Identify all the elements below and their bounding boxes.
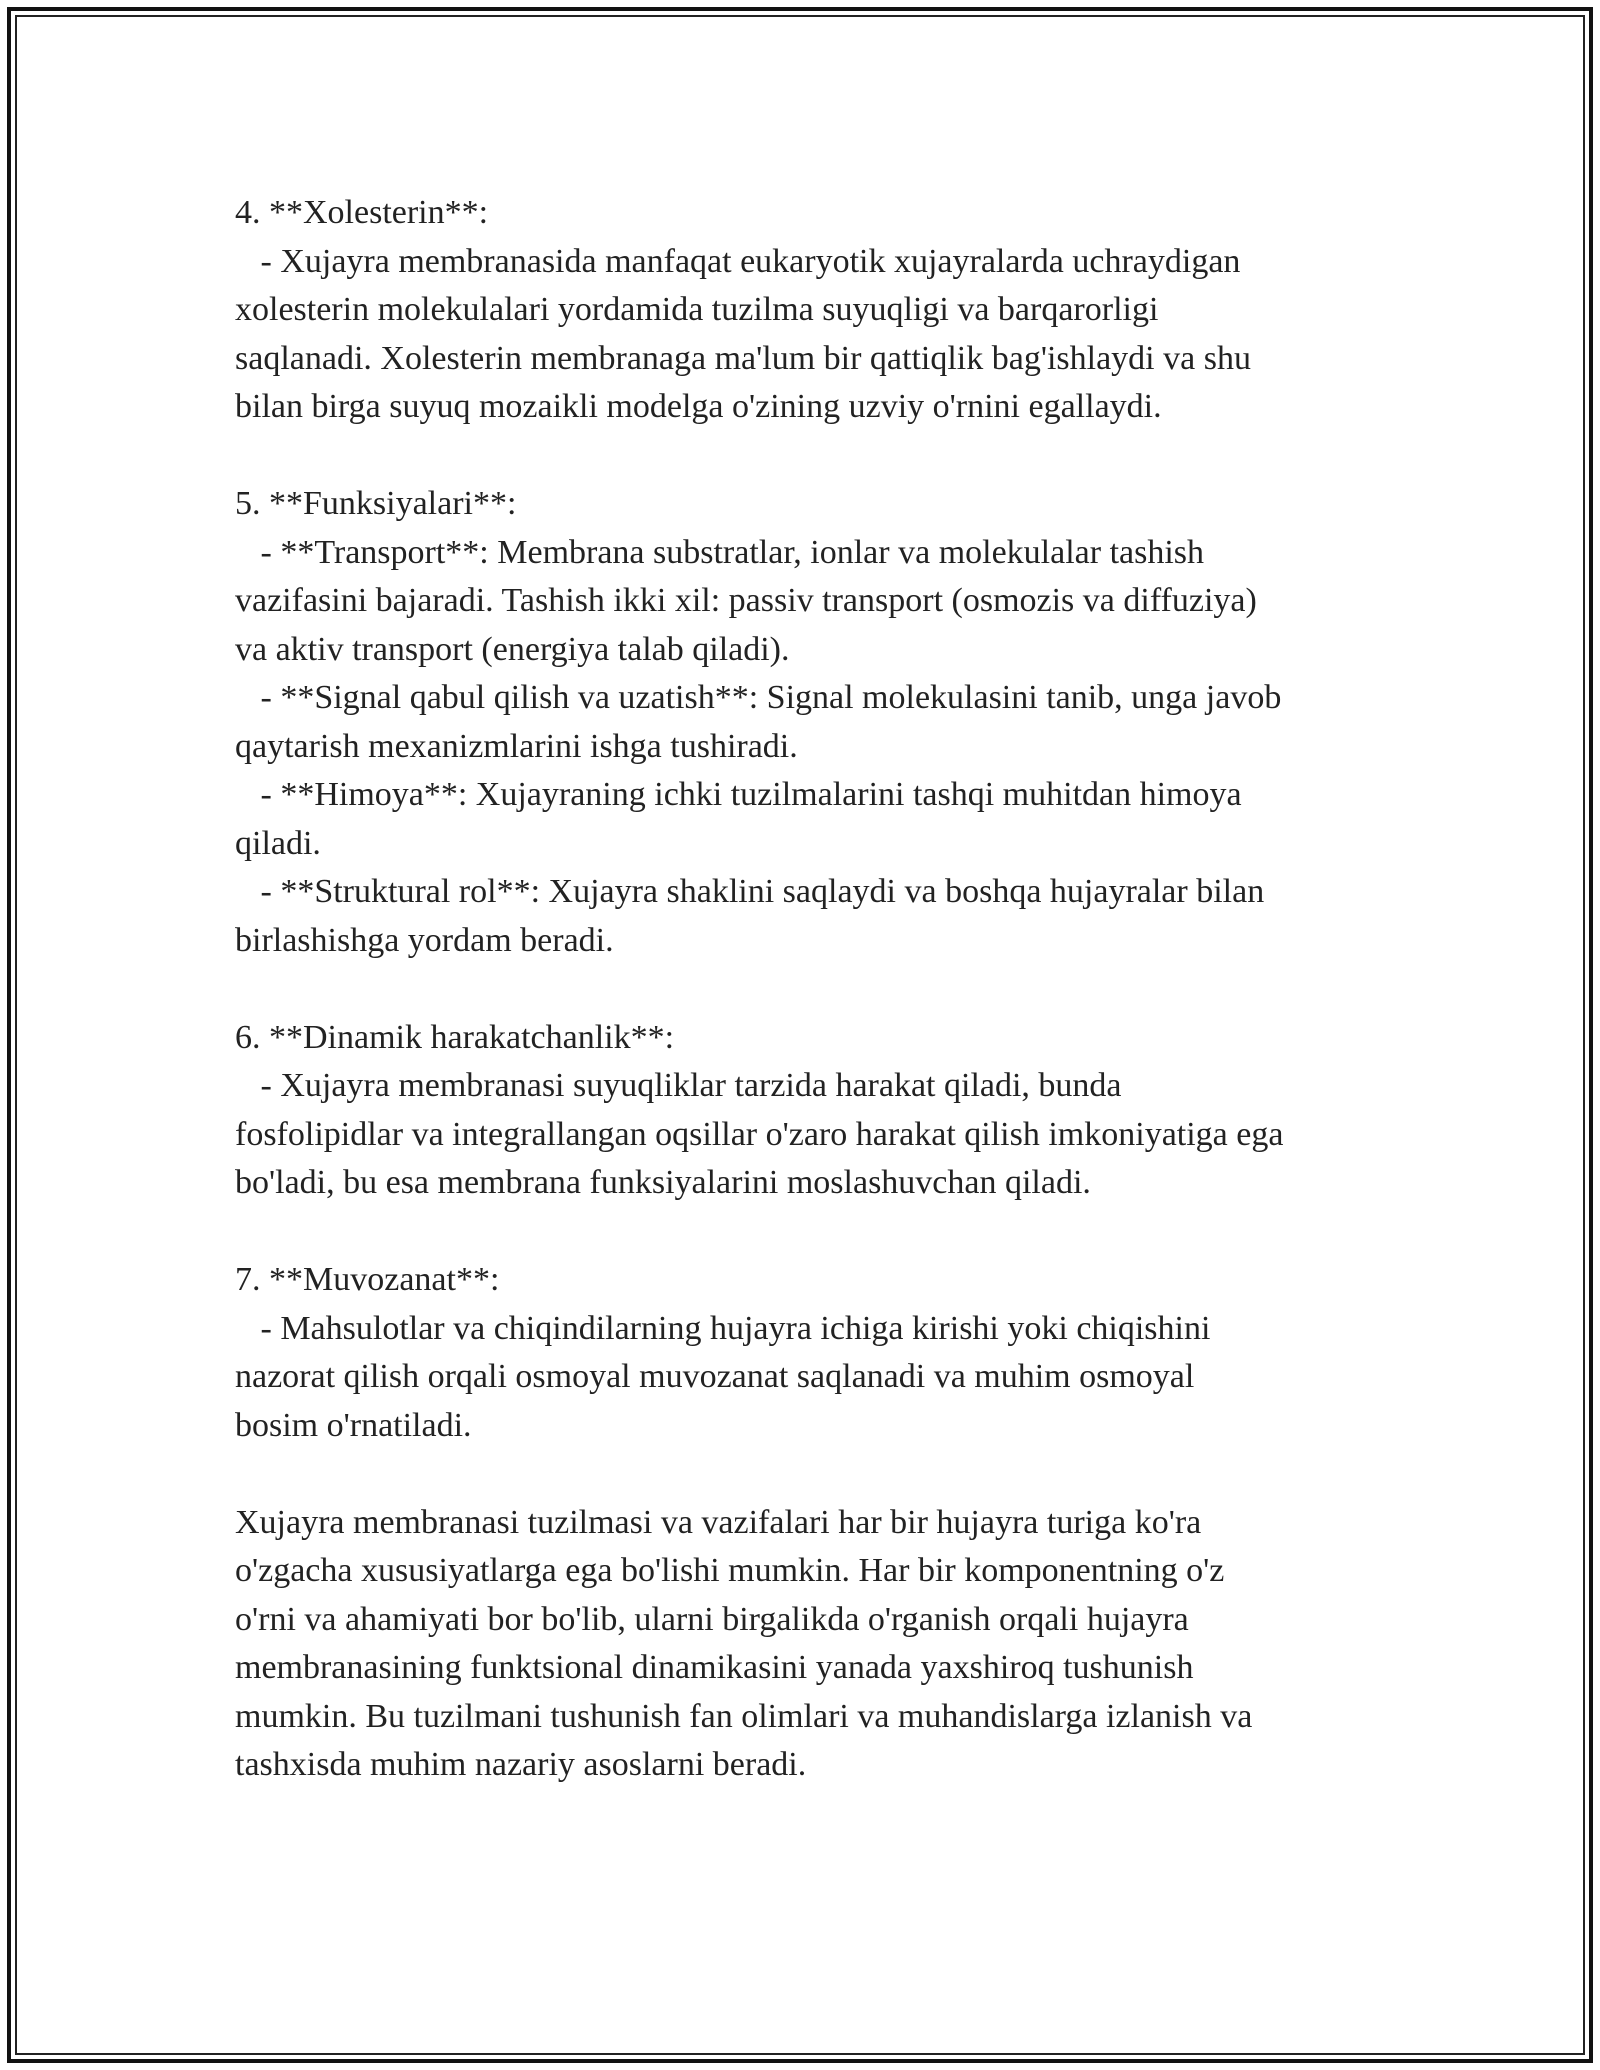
text-line: o'rni va ahamiyati bor bo'lib, ularni birgalikda o'rganish orqali hujayra bbox=[235, 1600, 1189, 1638]
text-line: - Xujayra membranasida manfaqat eukaryotik xujayralarda uchraydigan bbox=[235, 242, 1241, 280]
text-line: vazifasini bajaradi. Tashish ikki xil: passiv transport (osmozis va diffuziya) bbox=[235, 582, 1257, 619]
text-line: bilan birga suyuq mozaikli modelga o'zining uzviy o'rnini egallaydi. bbox=[235, 388, 1162, 425]
paragraph-gap bbox=[235, 432, 1395, 481]
paragraph-gap bbox=[235, 965, 1395, 1014]
text-line: xolesterin molekulalari yordamida tuzilma suyuqligi va barqarorligi bbox=[235, 291, 1159, 328]
text-line: - Mahsulotlar va chiqindilarning hujayra ichiga kirishi yoki chiqishini bbox=[235, 1309, 1211, 1347]
text-line: 7. **Muvozanat**: bbox=[235, 1261, 500, 1298]
text-line: - **Himoya**: Xujayraning ichki tuzilmalarini tashqi muhitdan himoya bbox=[235, 776, 1242, 813]
text-line: qaytarish mexanizmlarini ishga tushiradi. bbox=[235, 727, 798, 765]
text-line: mumkin. Bu tuzilmani tushunish fan olimlari va muhandislarga izlanish va bbox=[235, 1697, 1253, 1735]
text-line: - Xujayra membranasi suyuqliklar tarzida harakat qiladi, bunda bbox=[235, 1067, 1122, 1104]
text-line: - **Transport**: Membrana substratlar, ionlar va molekulalar tashish bbox=[235, 533, 1205, 571]
text-line: va aktiv transport (energiya talab qiladi). bbox=[235, 630, 790, 668]
text-line: membranasining funktsional dinamikasini yanada yaxshiroq tushunish bbox=[235, 1649, 1194, 1686]
text-line: 4. **Xolesterin**: bbox=[235, 194, 489, 231]
text-line: 6. **Dinamik harakatchanlik**: bbox=[235, 1018, 675, 1056]
text-line: bo'ladi, bu esa membrana funksiyalarini moslashuvchan qiladi. bbox=[235, 1164, 1091, 1201]
text-line: bosim o'rnatiladi. bbox=[235, 1406, 472, 1444]
paragraph-gap bbox=[235, 1450, 1395, 1499]
text-line: birlashishga yordam beradi. bbox=[235, 921, 614, 959]
text-line: - **Signal qabul qilish va uzatish**: Signal molekulasini tanib, unga javob bbox=[235, 679, 1282, 716]
text-line: fosfolipidlar va integrallangan oqsillar o'zaro harakat qilish imkoniyatiga ega bbox=[235, 1115, 1284, 1153]
document-body bbox=[235, 189, 1395, 1790]
text-line: 5. **Funksiyalari**: bbox=[235, 485, 517, 522]
text-line: o'zgacha xususiyatlarga ega bo'lishi mumkin. Har bir komponentning o'z bbox=[235, 1552, 1225, 1589]
text-line: nazorat qilish orqali osmoyal muvozanat saqlanadi va muhim osmoyal bbox=[235, 1358, 1195, 1395]
text-line: saqlanadi. Xolesterin membranaga ma'lum bir qattiqlik bag'ishlaydi va shu bbox=[235, 339, 1251, 377]
paragraph-gap bbox=[235, 1208, 1395, 1257]
text-line: qiladi. bbox=[235, 824, 321, 862]
text-line: tashxisda muhim nazariy asoslarni beradi. bbox=[235, 1746, 807, 1783]
text-line: - **Struktural rol**: Xujayra shaklini saqlaydi va boshqa hujayralar bilan bbox=[235, 873, 1265, 910]
text-line: Xujayra membranasi tuzilmasi va vazifalari har bir hujayra turiga ko'ra bbox=[235, 1503, 1202, 1541]
